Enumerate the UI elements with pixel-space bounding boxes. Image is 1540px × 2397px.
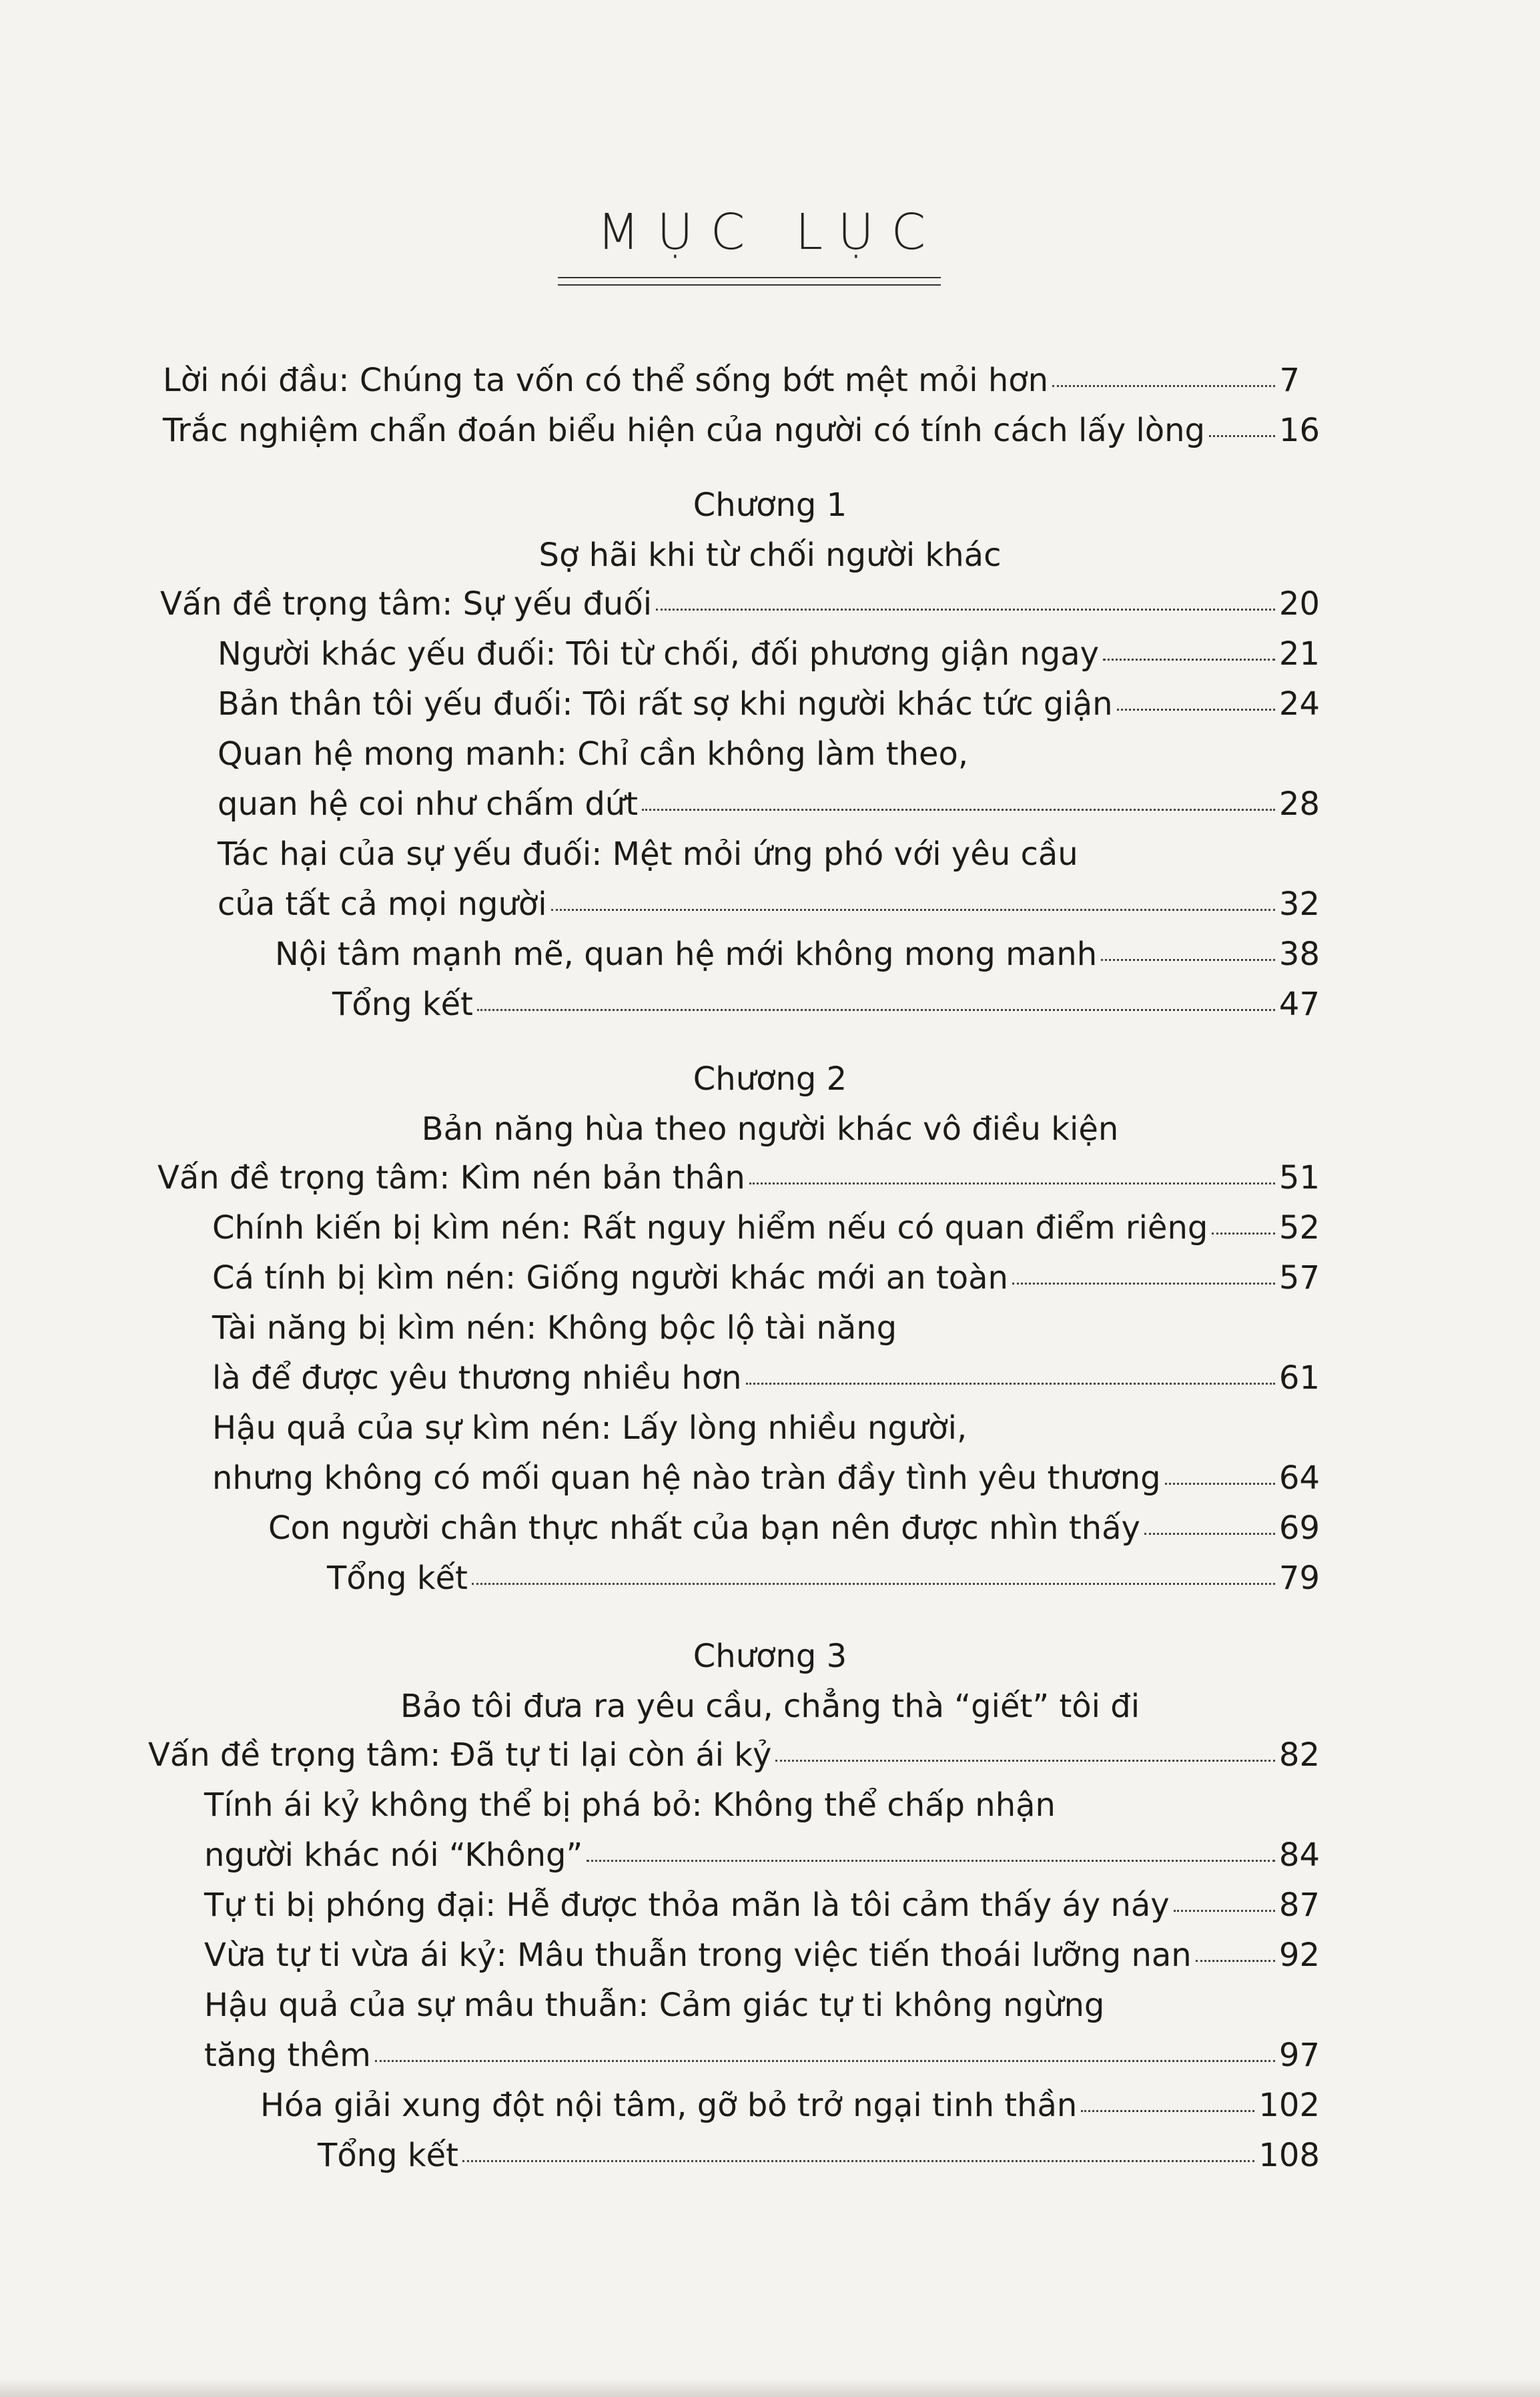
dot-leader xyxy=(1081,2110,1254,2112)
toc-entry[interactable]: của tất cả mọi người 32 xyxy=(218,886,1320,923)
dot-leader xyxy=(1012,1283,1275,1285)
dot-leader xyxy=(1117,709,1275,711)
toc-entry-title: Lời nói đầu: Chúng ta vốn có thể sống bớt mệt mỏi hơn xyxy=(163,362,1049,399)
toc-entry-solution[interactable]: Hóa giải xung đột nội tâm, gỡ bỏ trở ngại tinh thần 102 xyxy=(260,2087,1320,2124)
dot-leader xyxy=(1196,1960,1275,1962)
dot-leader xyxy=(472,1583,1275,1585)
toc-entry-line1: Tính ái kỷ không thể bị phá bỏ: Không thể chấp nhận xyxy=(204,1786,1056,1824)
toc-entry-core[interactable]: Vấn đề trọng tâm: Đã tự ti lại còn ái kỷ 82 xyxy=(148,1736,1320,1774)
dot-leader xyxy=(1103,659,1275,661)
dot-leader xyxy=(587,1860,1275,1862)
toc-entry[interactable]: Chính kiến bị kìm nén: Rất nguy hiểm nếu có quan điểm riêng 52 xyxy=(212,1209,1320,1247)
toc-entry-core[interactable]: Vấn đề trọng tâm: Kìm nén bản thân 51 xyxy=(157,1159,1320,1196)
toc-entry-solution[interactable]: Nội tâm mạnh mẽ, quan hệ mới không mong manh 38 xyxy=(275,936,1320,973)
dot-leader xyxy=(775,1760,1274,1762)
chapter-title: Sợ hãi khi từ chối người khác xyxy=(538,537,1002,574)
toc-entry[interactable]: Người khác yếu đuối: Tôi từ chối, đối phương giận ngay 21 xyxy=(218,635,1320,673)
dot-leader xyxy=(656,609,1275,611)
toc-entry-line1: Hậu quả của sự kìm nén: Lấy lòng nhiều người, xyxy=(212,1409,968,1447)
dot-leader xyxy=(551,909,1275,911)
toc-entry-line1: Hậu quả của sự mâu thuẫn: Cảm giác tự ti không ngừng xyxy=(204,1987,1105,2024)
toc-entry[interactable]: Cá tính bị kìm nén: Giống người khác mới an toàn 57 xyxy=(212,1259,1320,1297)
toc-entry[interactable]: Tự ti bị phóng đại: Hễ được thỏa mãn là tôi cảm thấy áy náy 87 xyxy=(204,1887,1320,1924)
dot-leader xyxy=(1174,1910,1275,1912)
toc-entry-page: 16 xyxy=(1278,412,1320,449)
toc-entry[interactable]: Vừa tự ti vừa ái kỷ: Mâu thuẫn trong việc tiến thoái lưỡng nan 92 xyxy=(204,1937,1320,1974)
chapter-label: Chương 1 xyxy=(693,486,847,524)
dot-leader xyxy=(1165,1483,1275,1485)
dot-leader xyxy=(462,2160,1254,2162)
chapter-title: Bản năng hùa theo người khác vô điều kiện xyxy=(421,1110,1119,1148)
toc-entry-summary[interactable]: Tổng kết 108 xyxy=(318,2137,1320,2174)
dot-leader xyxy=(477,1009,1275,1011)
chapter-label: Chương 2 xyxy=(693,1060,847,1098)
chapter-title: Bảo tôi đưa ra yêu cầu, chẳng thà “giết” tôi đi xyxy=(400,1688,1140,1725)
dot-leader xyxy=(1212,1233,1275,1235)
toc-entry-line1: Tác hại của sự yếu đuối: Mệt mỏi ứng phó với yêu cầu xyxy=(218,835,1078,873)
toc-entry[interactable]: người khác nói “Không” 84 xyxy=(204,1836,1320,1874)
dot-leader xyxy=(1209,435,1275,437)
dot-leader xyxy=(1101,959,1275,961)
toc-entry-preface[interactable] xyxy=(163,360,1300,400)
toc-entry-page: 7 xyxy=(1279,362,1300,399)
toc-entry-line1: Tài năng bị kìm nén: Không bộc lộ tài năng xyxy=(212,1309,897,1347)
toc-entry-summary[interactable]: Tổng kết 47 xyxy=(332,986,1320,1023)
dot-leader xyxy=(375,2060,1275,2062)
toc-entry[interactable]: tăng thêm 97 xyxy=(204,2037,1320,2074)
page-title: MỤC LỤC xyxy=(597,204,943,261)
toc-entry[interactable]: là để được yêu thương nhiều hơn 61 xyxy=(212,1359,1320,1397)
dot-leader xyxy=(1144,1533,1275,1535)
dot-leader xyxy=(746,1383,1275,1385)
toc-entry-core[interactable]: Vấn đề trọng tâm: Sự yếu đuối 20 xyxy=(160,585,1320,623)
toc-entry-summary[interactable]: Tổng kết 79 xyxy=(327,1560,1320,1597)
page-edge-shadow xyxy=(0,2378,1540,2397)
toc-entry[interactable]: nhưng không có mối quan hệ nào tràn đầy tình yêu thương 64 xyxy=(212,1459,1320,1497)
dot-leader xyxy=(1052,385,1275,387)
toc-entry-line1: Quan hệ mong manh: Chỉ cần không làm theo, xyxy=(218,735,969,773)
toc-entry[interactable]: Bản thân tôi yếu đuối: Tôi rất sợ khi người khác tức giận 24 xyxy=(218,685,1320,723)
dot-leader xyxy=(749,1182,1275,1184)
toc-entry-quiz[interactable] xyxy=(163,410,1320,450)
toc-entry-solution[interactable]: Con người chân thực nhất của bạn nên được nhìn thấy 69 xyxy=(268,1509,1320,1547)
chapter-label: Chương 3 xyxy=(693,1638,847,1675)
toc-entry-title: Trắc nghiệm chẩn đoán biểu hiện của người có tính cách lấy lòng xyxy=(163,412,1205,449)
dot-leader xyxy=(642,809,1275,811)
toc-entry[interactable]: quan hệ coi như chấm dứt 28 xyxy=(218,785,1320,823)
